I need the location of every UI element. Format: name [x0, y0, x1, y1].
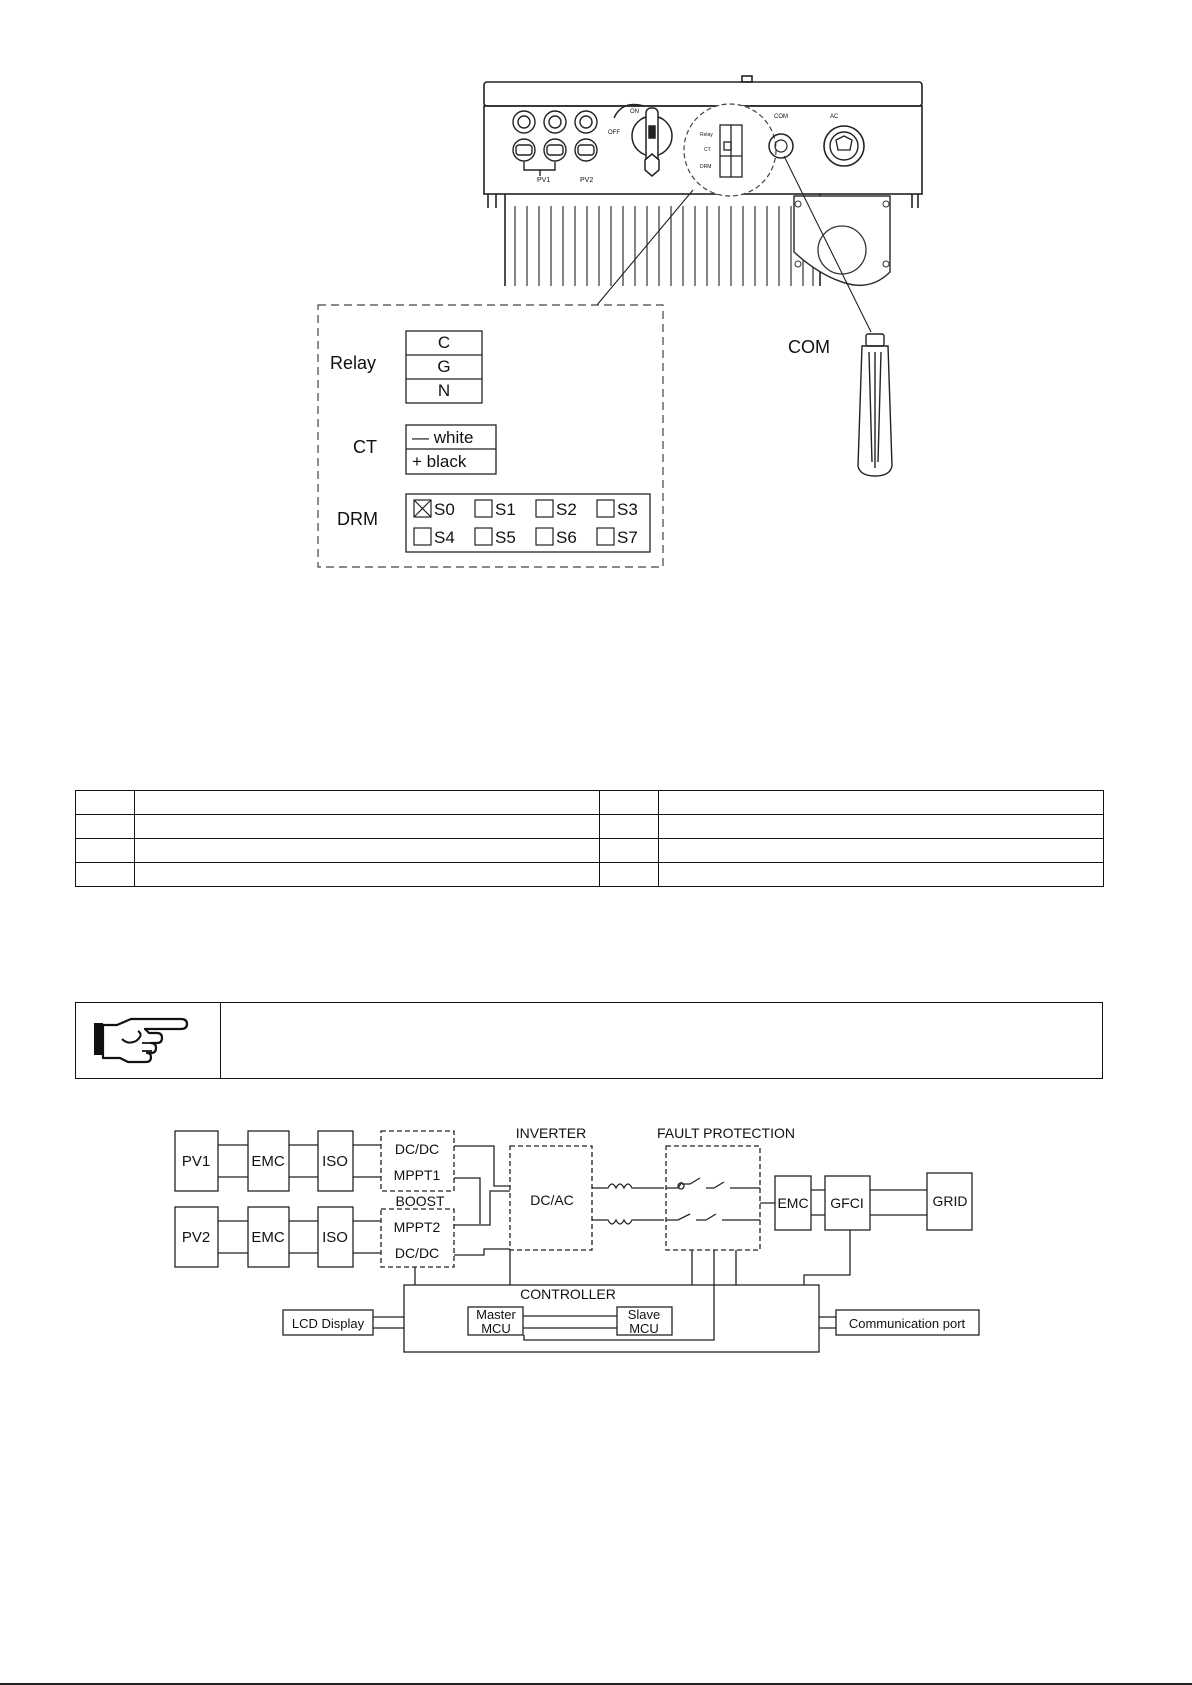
inverter-figure	[0, 0, 1192, 600]
drm-pin-label: S4	[434, 528, 455, 547]
drm-pin-label: S3	[617, 500, 638, 519]
table-row	[76, 863, 1104, 887]
ct-pin-black: + black	[412, 452, 467, 471]
table-cell	[134, 863, 600, 887]
table-cell	[659, 863, 1104, 887]
table-cell	[134, 839, 600, 863]
controller-title: CONTROLLER	[520, 1286, 616, 1302]
emc-block-2: EMC	[251, 1229, 285, 1246]
relay-pin-g: G	[437, 357, 451, 376]
drm-pin-label: S6	[556, 528, 577, 547]
drm-checkbox	[536, 500, 553, 517]
table-cell	[600, 791, 659, 815]
emc-out-block: EMC	[777, 1195, 809, 1211]
table-cell	[600, 815, 659, 839]
table-row	[76, 815, 1104, 839]
note-icon-cell	[76, 1003, 221, 1078]
table-cell	[134, 791, 600, 815]
empty-table	[75, 790, 1104, 887]
relay-pin-c: C	[437, 333, 451, 352]
ac-device-label: AC	[830, 114, 839, 120]
ct-label: CT	[353, 437, 377, 457]
drm-checkbox	[475, 500, 492, 517]
dcac-label: DC/AC	[530, 1192, 574, 1208]
pv1-device-label: PV1	[537, 177, 551, 184]
table-cell	[76, 839, 135, 863]
com-device-label: COM	[774, 114, 788, 120]
fault-protection-title: FAULT PROTECTION	[657, 1125, 795, 1141]
com-connector-label: COM	[788, 337, 830, 357]
on-label: ON	[630, 109, 639, 115]
drm-label: DRM	[337, 509, 378, 529]
drm-checkbox	[597, 528, 614, 545]
mppt1-label: MPPT1	[393, 1167, 441, 1183]
table-cell	[76, 863, 135, 887]
pv2-device-label: PV2	[580, 177, 594, 184]
drm-pin-label: S1	[495, 500, 516, 519]
mppt2-label: MPPT2	[393, 1219, 441, 1235]
table-row	[76, 791, 1104, 815]
table-cell	[659, 791, 1104, 815]
slave-mcu-line1: Slave	[627, 1307, 661, 1322]
slave-mcu-line2: MCU	[629, 1321, 659, 1336]
table-cell	[600, 839, 659, 863]
drm-checkbox	[414, 528, 431, 545]
table-cell	[134, 815, 600, 839]
communication-port-block: Communication port	[848, 1316, 966, 1331]
note-box	[75, 1002, 1103, 1079]
master-mcu-line2: MCU	[481, 1321, 511, 1336]
table-cell	[659, 839, 1104, 863]
drm-check-mark	[414, 500, 431, 517]
drm-pin-label: S5	[495, 528, 516, 547]
table-cell	[659, 815, 1104, 839]
drm-checkbox	[597, 500, 614, 517]
pv2-block: PV2	[181, 1229, 211, 1246]
drm-pin-label: S0	[434, 500, 455, 519]
grid-block: GRID	[932, 1193, 968, 1209]
drm-pin-label: S2	[556, 500, 577, 519]
relay-pin-n: N	[437, 381, 451, 400]
dcdc-top-label: DC/DC	[394, 1141, 440, 1157]
drm-device-label: DRM	[700, 164, 712, 170]
relay-label: Relay	[330, 353, 377, 373]
drm-pin-label: S7	[617, 528, 638, 547]
drm-pin-grid	[414, 500, 638, 547]
iso-block-2: ISO	[322, 1229, 348, 1246]
drm-checkbox	[536, 528, 553, 545]
inverter-title: INVERTER	[515, 1125, 587, 1141]
table-cell	[600, 863, 659, 887]
block-diagram	[0, 1110, 1192, 1360]
boost-label: BOOST	[395, 1193, 445, 1209]
pv1-block: PV1	[181, 1153, 211, 1170]
dcdc-bottom-label: DC/DC	[394, 1245, 440, 1261]
ct-pin-white: — white	[412, 428, 474, 447]
off-label: OFF	[608, 130, 620, 136]
lcd-display-block: LCD Display	[291, 1316, 365, 1331]
master-mcu-line1: Master	[476, 1307, 516, 1322]
emc-block-1: EMC	[251, 1153, 285, 1170]
table-row	[76, 839, 1104, 863]
table-cell	[76, 815, 135, 839]
iso-block-1: ISO	[322, 1153, 348, 1170]
drm-checkbox	[475, 528, 492, 545]
table-cell	[76, 791, 135, 815]
relay-device-label: Relay	[700, 132, 713, 138]
gfci-block: GFCI	[830, 1195, 864, 1211]
pointing-hand-icon	[76, 1003, 220, 1078]
ct-device-label: CT	[704, 147, 711, 153]
